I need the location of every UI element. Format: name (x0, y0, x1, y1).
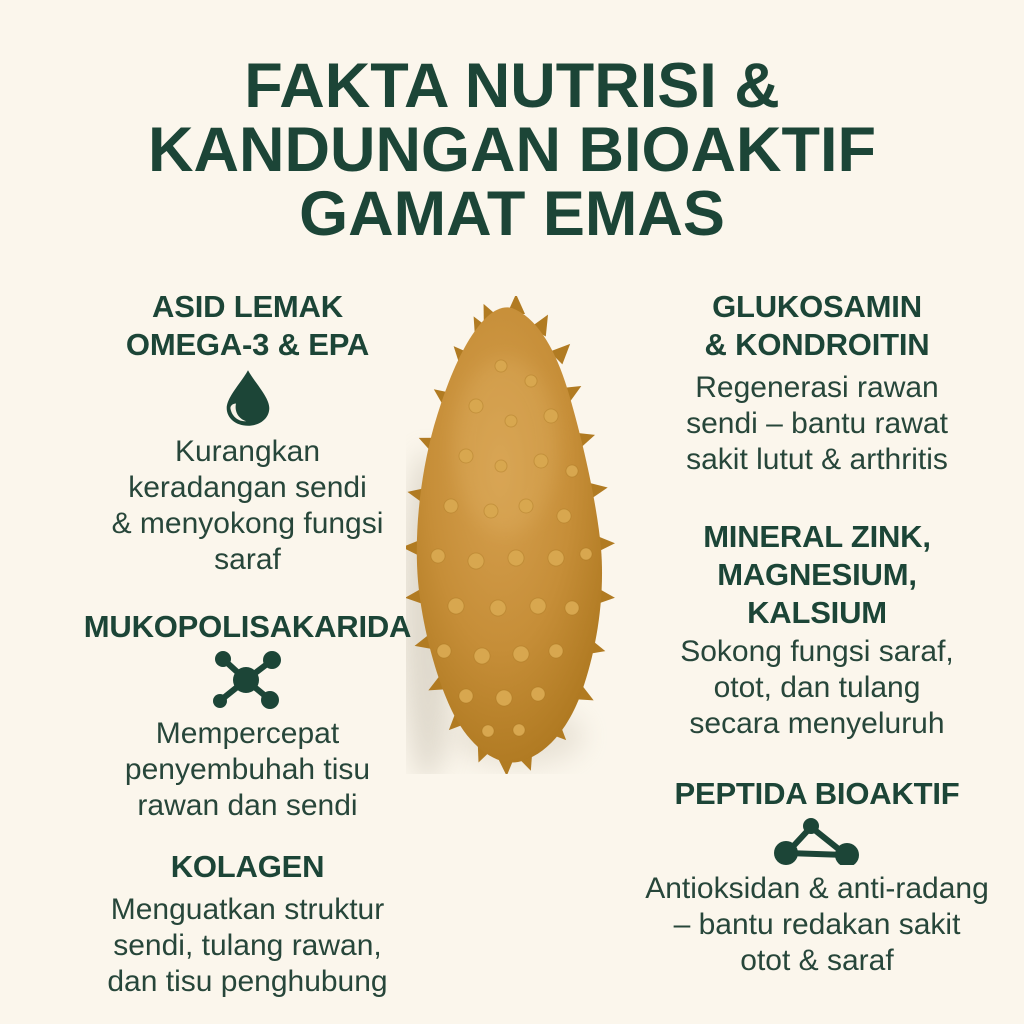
body-line: – bantu redakan sakit (673, 908, 961, 941)
body-line: keradangan sendi (128, 471, 367, 504)
droplet-icon (55, 368, 440, 428)
body-line: secara menyeluruh (689, 707, 945, 740)
body-line: sakit lutut & arthritis (686, 443, 948, 476)
body-line: sendi, tulang rawan, (113, 929, 382, 962)
body-line: otot & saraf (740, 944, 894, 977)
body-line: penyembuhah tisu (124, 753, 371, 786)
body-line: Menguatkan struktur (110, 893, 385, 926)
body-line: dan tisu penghubung (107, 965, 388, 998)
section-body (55, 892, 440, 1000)
molecule-icon (55, 650, 440, 710)
section-body (622, 370, 1012, 478)
heading-line: PEPTIDA BIOAKTIF (674, 776, 960, 811)
section-peptida-bioaktif (622, 775, 1012, 979)
heading-line: & KONDROITIN (704, 327, 930, 362)
heading-line: MUKOPOLISAKARIDA (83, 609, 412, 644)
section-body (55, 434, 440, 578)
body-line: Mempercepat (155, 717, 340, 750)
section-glukosamin-kondroitin (622, 288, 1012, 478)
section-heading (55, 848, 440, 886)
body-line: & menyokong fungsi (111, 507, 384, 540)
body-line: Sokong fungsi saraf, (680, 635, 954, 668)
section-mukopolisakarida (55, 608, 440, 824)
section-body (622, 634, 1012, 742)
section-body (55, 716, 440, 824)
section-heading (622, 518, 1012, 632)
section-heading (55, 608, 440, 646)
heading-line: KOLAGEN (170, 849, 325, 884)
heading-line: ASID LEMAK (152, 289, 343, 324)
section-kolagen (55, 848, 440, 1000)
body-line: Kurangkan (174, 435, 321, 468)
section-body (622, 871, 1012, 979)
title-line: KANDUNGAN BIOAKTIF (148, 115, 876, 185)
heading-line: MAGNESIUM, (717, 557, 917, 592)
section-heading (55, 288, 440, 364)
title-line: GAMAT EMAS (299, 179, 725, 249)
body-line: sendi – bantu rawat (686, 407, 948, 440)
heading-line: KALSIUM (747, 595, 887, 630)
peptide-molecule-icon (622, 817, 1012, 865)
heading-line: GLUKOSAMIN (712, 289, 922, 324)
body-line: saraf (214, 543, 281, 576)
body-line: Regenerasi rawan (695, 371, 939, 404)
section-heading (622, 288, 1012, 364)
heading-line: OMEGA-3 & EPA (125, 327, 370, 362)
title-line: FAKTA NUTRISI & (244, 51, 780, 121)
section-heading (622, 775, 1012, 813)
section-mineral (622, 518, 1012, 742)
page-title (0, 51, 1024, 249)
body-line: otot, dan tulang (713, 671, 921, 704)
section-asid-lemak (55, 288, 440, 578)
body-line: Antioksidan & anti-radang (645, 872, 989, 905)
body-line: rawan dan sendi (137, 789, 358, 822)
heading-line: MINERAL ZINK, (703, 519, 931, 554)
